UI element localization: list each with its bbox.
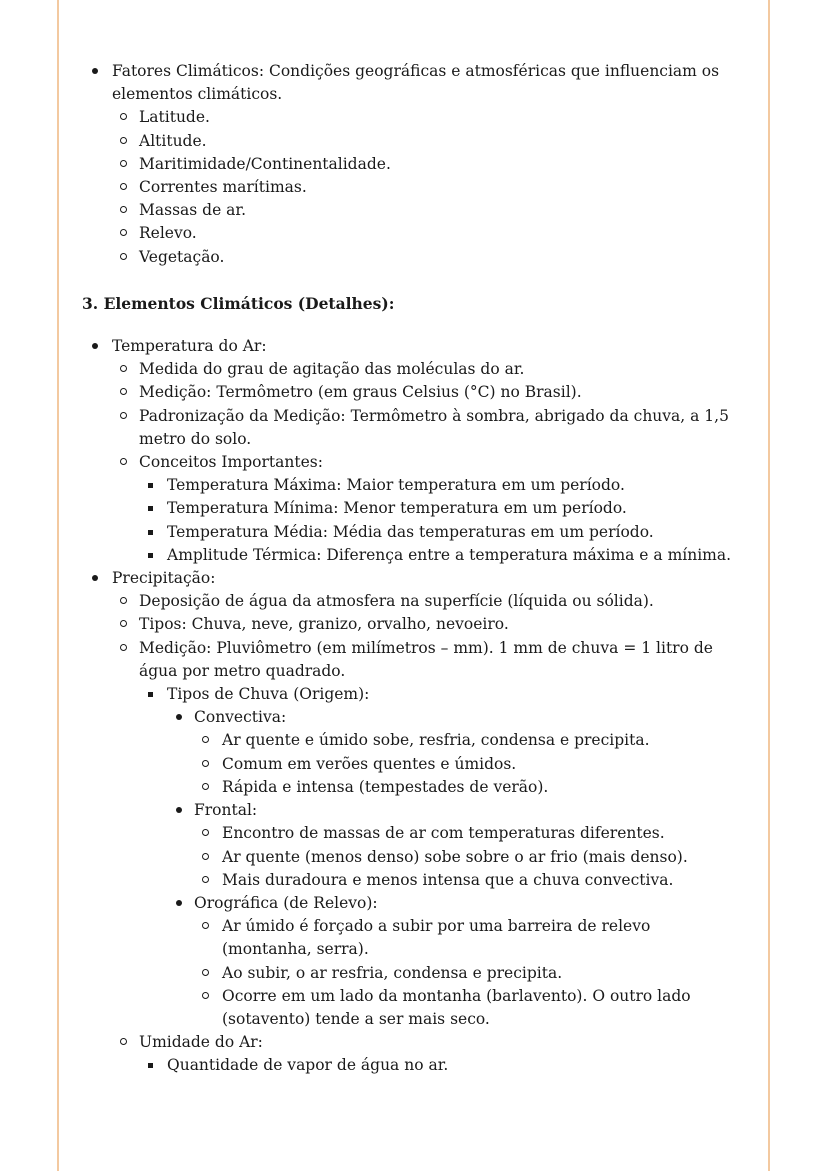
list-item-text: Rápida e intensa (tempestades de verão). [222, 777, 549, 796]
list-item [139, 474, 742, 497]
bullet-circle-icon [202, 760, 209, 767]
list-item-text: Umidade do Ar: [139, 1033, 263, 1052]
list-item-text: Ar quente e úmido sobe, resfria, condensa e precipita. [222, 731, 650, 750]
tipos-chuva-sublist [167, 706, 742, 1031]
list-item [194, 869, 742, 892]
bullet-circle-icon [202, 736, 209, 743]
orografica-sublist [194, 915, 742, 1031]
bullet-circle-icon [202, 992, 209, 999]
bullet-circle-icon [120, 412, 127, 419]
list-item-orografica [167, 892, 742, 1031]
precipitacao-sublist [112, 590, 742, 1077]
list-item [139, 497, 742, 520]
list-item [112, 176, 742, 199]
bullet-disc-icon [92, 68, 98, 74]
bullet-disc-icon [176, 900, 182, 906]
elementos-list [82, 335, 742, 1078]
list-item [112, 637, 742, 1031]
list-item-text: Comum em verões quentes e úmidos. [222, 754, 517, 773]
right-margin-rule [768, 0, 770, 1171]
left-margin-rule [57, 0, 59, 1171]
list-item-text: Latitude. [139, 108, 210, 127]
list-item-text: Maritimidade/Continentalidade. [139, 154, 391, 173]
list-item-text: Tipos de Chuva (Origem): [167, 685, 370, 704]
list-item-text: Medida do grau de agitação das moléculas do ar. [139, 360, 525, 379]
list-item-text: Altitude. [139, 131, 207, 150]
list-item [112, 130, 742, 153]
bullet-disc-icon [92, 343, 98, 349]
bullet-circle-icon [120, 229, 127, 236]
bullet-circle-icon [120, 644, 127, 651]
list-item [112, 153, 742, 176]
bullet-circle-icon [120, 137, 127, 144]
bullet-circle-icon [202, 876, 209, 883]
list-item-text: Temperatura Máxima: Maior temperatura em um período. [167, 476, 625, 495]
list-item-text: Fatores Climáticos: Condições geográficas e atmosféricas que influenciam os elementos climáticos. [112, 62, 720, 104]
list-item-fatores [82, 60, 742, 269]
bullet-disc-icon [92, 575, 98, 581]
list-item-frontal [167, 799, 742, 892]
document-content [82, 60, 742, 1078]
list-item-text: Mais duradoura e menos intensa que a chuva convectiva. [222, 870, 674, 889]
list-item-text: Temperatura Mínima: Menor temperatura em um período. [167, 499, 627, 518]
list-item [112, 590, 742, 613]
bullet-circle-icon [120, 620, 127, 627]
list-item-text: Orográfica (de Relevo): [194, 893, 378, 912]
bullet-circle-icon [120, 253, 127, 260]
bullet-circle-icon [120, 183, 127, 190]
frontal-sublist [194, 822, 742, 892]
temperatura-sublist [112, 358, 742, 567]
list-item [194, 753, 742, 776]
bullet-circle-icon [120, 458, 127, 465]
list-item-text: Deposição de água da atmosfera na superfície (líquida ou sólida). [139, 592, 654, 611]
bullet-square-icon [148, 506, 153, 511]
list-item-tipos-chuva [139, 683, 742, 1031]
list-item [139, 1054, 742, 1077]
list-item-text: Temperatura do Ar: [112, 337, 267, 356]
bullet-square-icon [148, 530, 153, 535]
tipos-chuva-list [139, 683, 742, 1031]
list-item [112, 405, 742, 451]
list-item-text: Amplitude Térmica: Diferença entre a temperatura máxima e a mínima. [167, 545, 732, 564]
list-item [194, 776, 742, 799]
list-item-text: Temperatura Média: Média das temperaturas em um período. [167, 522, 654, 541]
bullet-square-icon [148, 1063, 153, 1068]
bullet-disc-icon [176, 807, 182, 813]
list-item-text: Conceitos Importantes: [139, 453, 323, 472]
list-item [139, 544, 742, 567]
list-item-text: Correntes marítimas. [139, 178, 307, 197]
list-item-text: Quantidade de vapor de água no ar. [167, 1056, 449, 1075]
bullet-circle-icon [202, 922, 209, 929]
bullet-circle-icon [202, 853, 209, 860]
bullet-circle-icon [202, 783, 209, 790]
list-item-text: Tipos: Chuva, neve, granizo, orvalho, nevoeiro. [139, 615, 509, 634]
bullet-circle-icon [120, 597, 127, 604]
list-item [112, 222, 742, 245]
list-item-text: Ar úmido é forçado a subir por uma barreira de relevo (montanha, serra). [222, 917, 651, 959]
list-item [194, 915, 742, 961]
list-item-umidade [112, 1031, 742, 1077]
section-heading: 3. Elementos Climáticos (Detalhes): [82, 293, 395, 313]
list-item [194, 729, 742, 752]
umidade-sublist [139, 1054, 742, 1077]
list-item [112, 613, 742, 636]
list-item-text: Frontal: [194, 801, 258, 820]
list-item-text: Relevo. [139, 224, 197, 243]
list-item [112, 381, 742, 404]
list-item-text: Padronização da Medição: Termômetro à sombra, abrigado da chuva, a 1,5 metro do solo. [139, 406, 729, 448]
list-item-text: Ar quente (menos denso) sobe sobre o ar frio (mais denso). [222, 847, 688, 866]
bullet-square-icon [148, 553, 153, 558]
bullet-square-icon [148, 483, 153, 488]
list-item [112, 106, 742, 129]
bullet-circle-icon [120, 1038, 127, 1045]
list-item [112, 246, 742, 269]
fatores-sublist [112, 106, 742, 268]
list-item [194, 846, 742, 869]
bullet-circle-icon [120, 160, 127, 167]
list-item-text: Precipitação: [112, 569, 216, 588]
bullet-circle-icon [202, 969, 209, 976]
list-item [194, 822, 742, 845]
list-item-text: Medição: Termômetro (em graus Celsius (°C) no Brasil). [139, 383, 582, 402]
list-item [112, 358, 742, 381]
list-item-conceitos [112, 451, 742, 567]
bullet-disc-icon [176, 714, 182, 720]
list-item [194, 985, 742, 1031]
conceitos-sublist [139, 474, 742, 567]
list-item-temperatura [82, 335, 742, 567]
list-item-convectiva [167, 706, 742, 799]
list-item-text: Medição: Pluviômetro (em milímetros – mm). 1 mm de chuva = 1 litro de água por metro quadrado. [139, 638, 713, 680]
list-item [194, 962, 742, 985]
bullet-circle-icon [120, 365, 127, 372]
list-item-text: Convectiva: [194, 708, 287, 727]
list-item-precipitacao [82, 567, 742, 1077]
bullet-circle-icon [120, 113, 127, 120]
bullet-circle-icon [120, 206, 127, 213]
list-item-text: Ao subir, o ar resfria, condensa e precipita. [222, 963, 563, 982]
bullet-circle-icon [120, 388, 127, 395]
list-item-text: Massas de ar. [139, 201, 247, 220]
list-item-text: Encontro de massas de ar com temperaturas diferentes. [222, 824, 665, 843]
list-item [112, 199, 742, 222]
bullet-circle-icon [202, 829, 209, 836]
list-item-text: Vegetação. [139, 247, 225, 266]
list-item-text: Ocorre em um lado da montanha (barlavento). O outro lado (sotavento) tende a ser mais seco. [222, 986, 691, 1028]
convectiva-sublist [194, 729, 742, 799]
bullet-square-icon [148, 692, 153, 697]
fatores-list [82, 60, 742, 269]
list-item [139, 521, 742, 544]
